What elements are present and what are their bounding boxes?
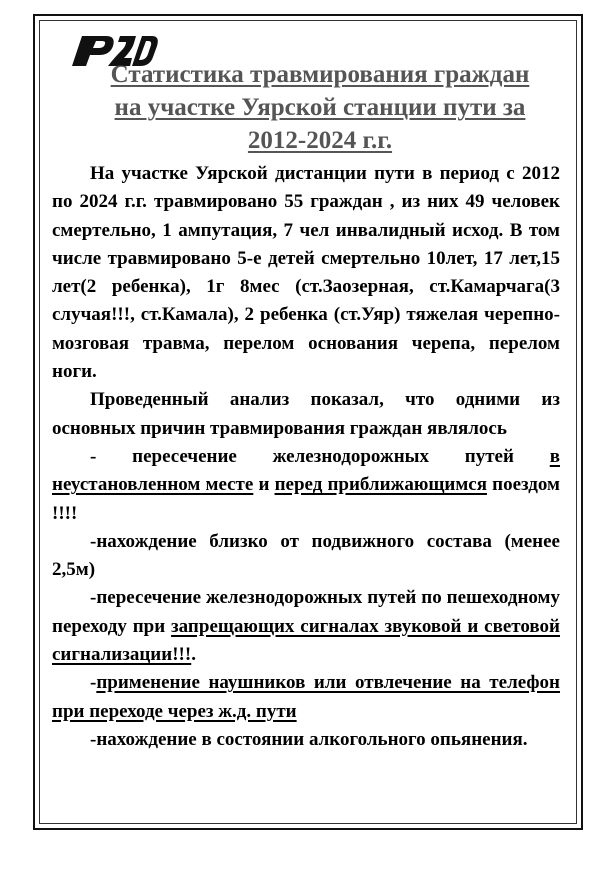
cause-item-5: -нахождение в состоянии алкогольного опьянения.: [90, 728, 528, 750]
title-line-2: на участке Уярской станции пути за: [114, 94, 526, 121]
cause-item-2: -нахождение близко от подвижного состава (менее 2,5м): [52, 530, 560, 581]
cause-item-4: [52, 669, 560, 726]
cause-1-underlined-b: перед приближающимся: [274, 474, 487, 496]
cause-1-suffix: поездом !!!!: [52, 474, 560, 524]
document-body: [52, 160, 560, 754]
cause-4-underlined: применение наушников или отвлечение на телефон при переходе через ж.д. пути: [52, 672, 560, 722]
cause-1-middle: и: [253, 474, 275, 496]
analysis-paragraph: Проведенный анализ показал, что одними из основных причин травмирования граждан являлось: [52, 389, 560, 439]
cause-item-3: [52, 584, 560, 669]
page-title: [60, 58, 580, 157]
cause-item-1: [52, 443, 560, 528]
cause-3-prefix: -пересечение железнодорожных путей по пешеходному переходу при: [52, 587, 560, 637]
title-line-3: 2012-2024 г.г.: [247, 127, 393, 154]
statistics-paragraph: На участке Уярской дистанции пути в период с 2012 по 2024 г.г. травмировано 55 граждан , из них 49 человек смертельно, 1 ампутация, 7 чел инвалидный исход. В том числе травмировано 5-е детей смертельно 10лет, 17 лет,15 лет(2 ребенка), 1г 8мес (ст.Заозерная, ст.Камарчага(3 случая!!!, ст.Камала), 2 ребенка (ст.Уяр) тяжелая черепно-мозговая травма, перелом основания черепа, перелом ноги.: [52, 163, 560, 383]
title-line-1: Статистика травмирования граждан: [110, 61, 530, 88]
cause-4-prefix: -: [90, 672, 97, 694]
cause-3-underlined: запрещающих сигналах звуковой и световой сигнализации!!!: [52, 615, 560, 666]
cause-1-prefix: - пересечение железнодорожных путей: [90, 445, 550, 467]
cause-1-underlined-a: в неустановленном месте: [52, 445, 560, 496]
cause-3-suffix: .: [191, 644, 196, 666]
